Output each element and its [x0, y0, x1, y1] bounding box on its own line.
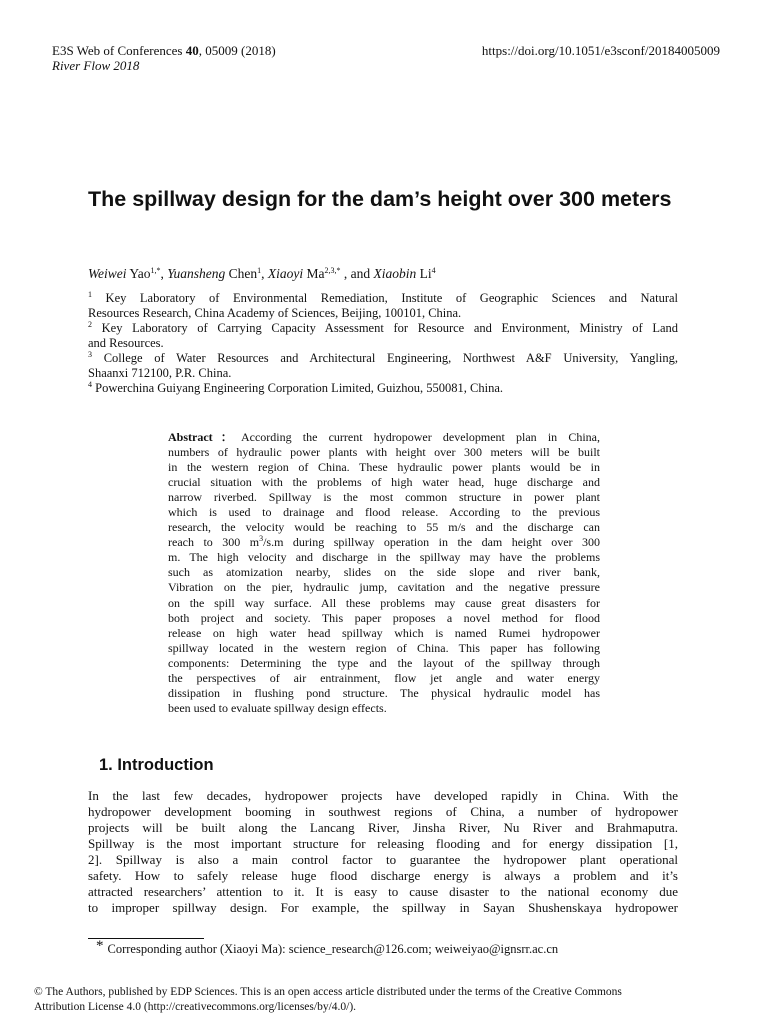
abstract-line: spillway located in the western region of China. This paper has following	[168, 640, 600, 655]
author	[374, 266, 436, 281]
author-affiliation-mark: 1,*	[150, 266, 161, 275]
author-first-name: Xiaobin	[373, 266, 417, 281]
author	[88, 266, 167, 281]
affiliation-text: Powerchina Guiyang Engineering Corporation Limited, Guizhou, 550081, China.	[95, 381, 504, 395]
license-line: Attribution License 4.0 (http://creativecommons.org/licenses/by/4.0/).	[34, 1001, 357, 1013]
affiliation-number: 4	[88, 380, 92, 389]
conference-name: River Flow 2018	[52, 58, 140, 73]
author-separator: ,	[160, 266, 168, 281]
abstract-line: research, the velocity would be reaching to 55 m/s and the discharge can	[168, 520, 600, 535]
author-separator: , and	[340, 266, 374, 281]
author-last-name: Chen	[225, 266, 258, 281]
affiliation-line	[88, 381, 678, 396]
introduction-body	[88, 788, 678, 916]
author-last-name: Ma	[303, 266, 325, 281]
abstract-label: Abstract：	[168, 430, 241, 444]
abstract-line: narrow riverbed. Spillway is the most common structure in power plant	[168, 490, 600, 505]
body-line: 2]. Spillway is also a main control factor to guarantee the hydropower plant operational	[88, 852, 678, 867]
paper-title: The spillway design for the dam’s height over 300 meters	[88, 187, 672, 211]
author-affiliation-mark: 4	[431, 266, 436, 275]
author-last-name: Yao	[126, 266, 151, 281]
body-line: to improper spillway design. For example, the spillway in Sayan Shushenskaya hydropower	[88, 900, 678, 915]
author	[167, 266, 268, 281]
abstract-line: on the spill way surface. All these problems may cause great disasters for	[168, 595, 600, 610]
author-first-name: Xiaoyi	[267, 266, 304, 281]
affiliation-text: Key Laboratory of Environmental Remediation, Institute of Geographic Sciences and Natural	[105, 291, 679, 305]
abstract-line: been used to evaluate spillway design effects.	[168, 700, 387, 715]
license-line: © The Authors, published by EDP Sciences. This is an open access article distributed under the terms of the Creative Commons	[34, 986, 622, 998]
abstract: Abstract：According the current hydropower development plan in China, numbers of hydraulic power plants with height over 300 meters will be built in the western region of China. These hydraulic power plants would be in crucial situation with the problems of high water head, huge discharge and narrow riverbed. Spillway is the most common structure in power plant which is used to drainage and flood release. According to the previous research, the velocity would be reaching to 55 m/s and the discharge can reach to 300 $m^3/s.m$ during spillway operation in the dam height over 300 m. The high velocity and discharge in the spillway may have the problems such as atomization nearby, slides on the side slope and river bank, Vibration on the pier, hydraulic jump, cavitation and the negative pressure on the spill way surface. All these problems may cause great disasters for both project and society. This paper proposes a novel method for flood release on high water head spillway which is named Rumei hydropower spillway located in the western region of China. This paper has following components: Determining the type and the layout of the spillway through the perspectives of air entrainment, flow jet angle and water energy dissipation in flushing pond structure. The physical hydraulic model has been used to evaluate spillway design effects.	[168, 430, 601, 715]
affiliation-number: 3	[88, 350, 92, 359]
affiliations	[88, 291, 678, 396]
section-heading-introduction: 1. Introduction	[99, 756, 214, 774]
affiliation-line	[88, 336, 678, 351]
abstract-line: reach to 300 $m^3/s.m$ during spillway operation in the dam height over 300	[168, 534, 600, 550]
body-line: Spillway is the most important structure for releasing flooding and for energy dissipation [1,	[88, 836, 678, 851]
author-affiliation-mark: 2,3,*	[324, 266, 341, 275]
abstract-line: m. The high velocity and discharge in the spillway may have the problems	[168, 550, 600, 565]
abstract-line: Vibration on the pier, hydraulic jump, cavitation and the negative pressure	[168, 580, 600, 595]
abstract-line: such as atomization nearby, slides on the side slope and river bank,	[168, 565, 600, 580]
affiliation-number: 2	[88, 320, 92, 329]
affiliation-line	[88, 306, 678, 321]
affiliation-text: Resources Research, China Academy of Sciences, Beijing, 100101, China.	[88, 306, 462, 320]
affiliation-text: and Resources.	[88, 336, 164, 350]
body-line: safety. How to safely release huge flood discharge energy is always a problem and it’s	[88, 868, 678, 883]
author-separator: ,	[261, 266, 268, 281]
affiliation-text: College of Water Resources and Architectural Engineering, Northwest A&F University, Yangling,	[103, 351, 679, 365]
author-first-name: Weiwei	[88, 266, 127, 281]
abstract-line: release on high water head spillway which is named Rumei hydropower	[168, 625, 600, 640]
affiliation-number: 1	[88, 290, 92, 299]
abstract-line: numbers of hydraulic power plants with height over 300 meters will be built	[168, 445, 600, 460]
author-list	[88, 266, 436, 282]
license-notice	[34, 985, 724, 1015]
affiliation-line	[88, 291, 678, 306]
doi-link[interactable]: https://doi.org/10.1051/e3sconf/20184005009	[481, 43, 720, 58]
affiliation-line	[88, 366, 678, 381]
abstract-line: in the western region of China. These hydraulic power plants would be in	[168, 460, 600, 475]
abstract-line: components: Determining the type and the layout of the spillway through	[168, 655, 600, 670]
body-line: attracted researchers’ attention to it. It is easy to cause disaster to the national economy due	[88, 884, 678, 899]
author	[268, 266, 374, 281]
abstract-line: the perspectives of air entrainment, flow jet angle and water energy	[168, 670, 600, 685]
body-line: hydropower development booming in southwest regions of China, a number of hydropower	[88, 804, 678, 819]
affiliation-line	[88, 321, 678, 336]
body-line: projects will be built along the Lancang River, Jinsha River, Nu River and Brahmaputra.	[88, 820, 678, 835]
footnote-corresponding-author: * Corresponding author (Xiaoyi Ma): science_research@126.com; weiweiyao@ignsrr.ac.cn	[96, 938, 559, 956]
body-line: In the last few decades, hydropower projects have developed rapidly in China. With the	[88, 788, 678, 803]
affiliation-text: Key Laboratory of Carrying Capacity Assessment for Resource and Environment, Ministry of Land	[101, 321, 679, 335]
abstract-line: dissipation in flushing pond structure. The physical hydraulic model has	[168, 685, 600, 700]
affiliation-text: Shaanxi 712100, P.R. China.	[88, 366, 232, 380]
abstract-line: both project and society. This paper proposes a novel method for flood	[168, 610, 600, 625]
journal-citation: E3S Web of Conferences 40, 05009 (2018)	[52, 43, 276, 58]
author-first-name: Yuansheng	[167, 266, 226, 281]
abstract-line: which is used to drainage and flood release. According to the previous	[168, 505, 600, 520]
footnote-divider	[88, 938, 204, 939]
author-affiliation-mark: 1	[257, 266, 262, 275]
author-last-name: Li	[416, 266, 432, 281]
affiliation-line	[88, 351, 678, 366]
abstract-line: crucial situation with the problems of high water head, huge discharge and	[168, 475, 600, 490]
